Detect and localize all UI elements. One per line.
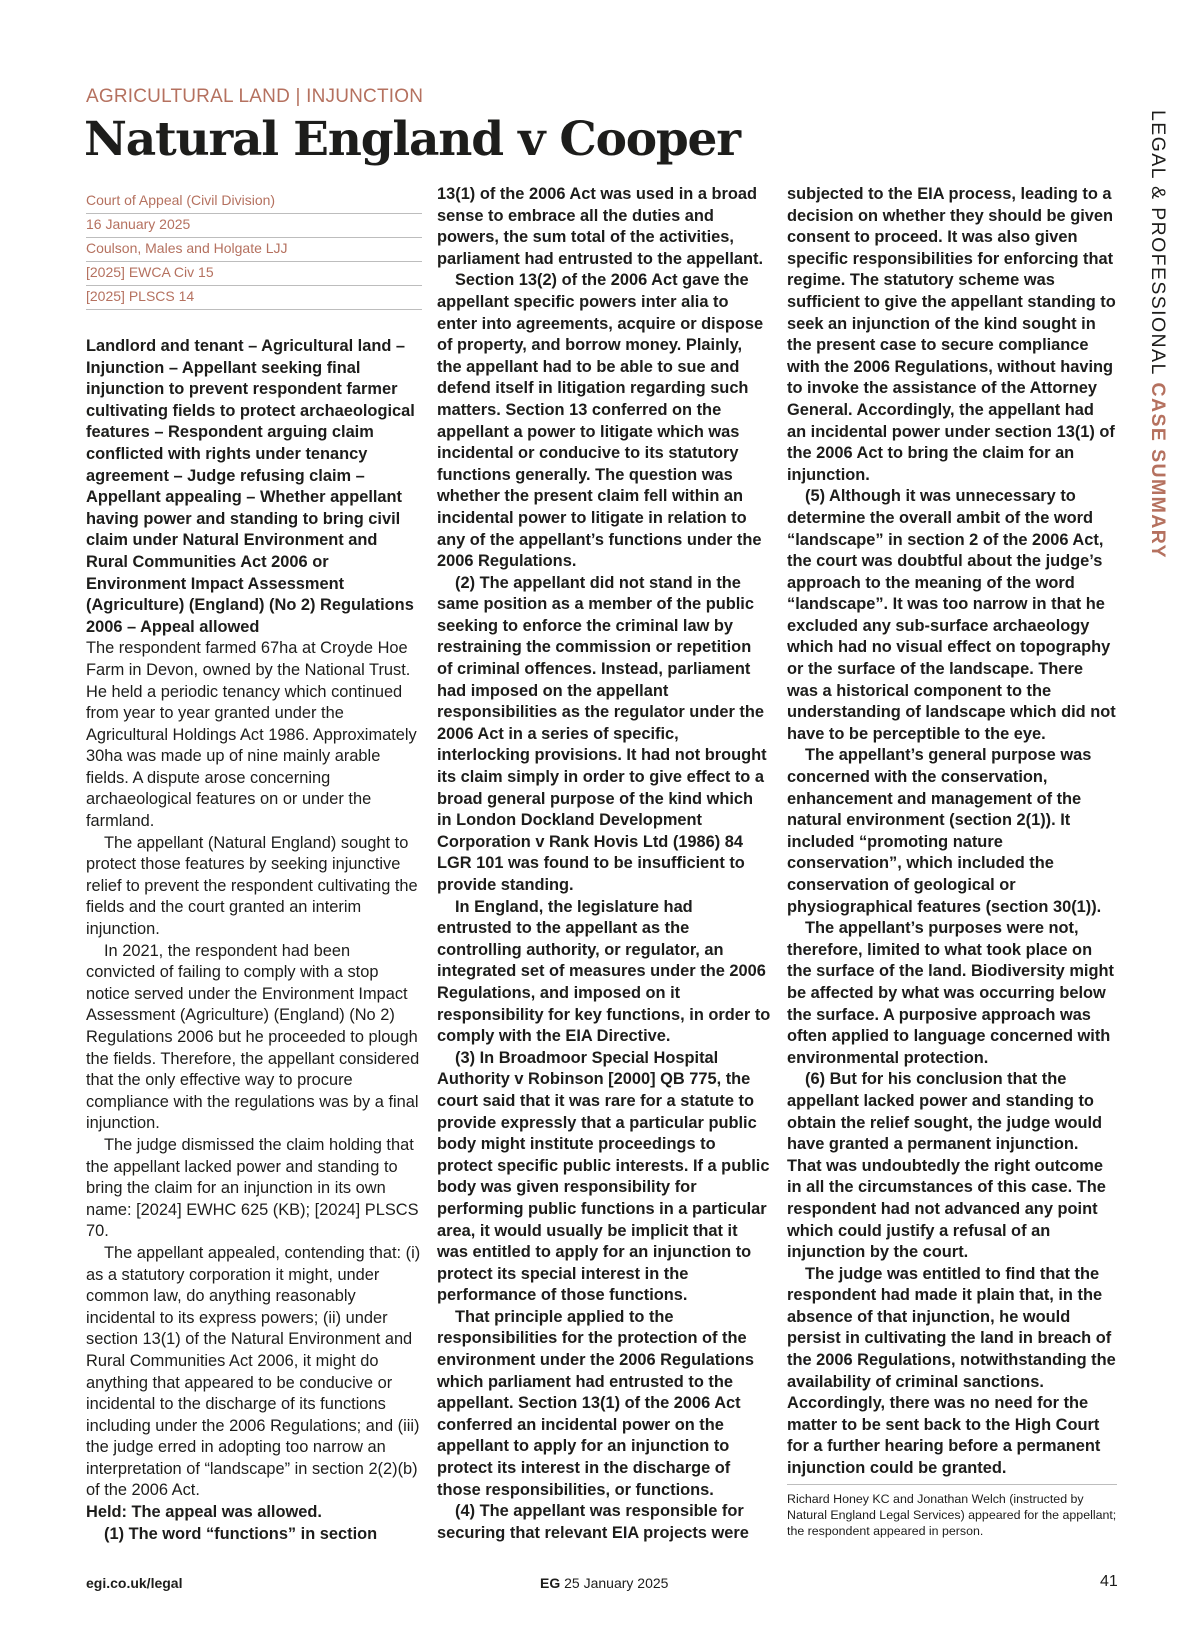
side-label-accent: CASE SUMMARY — [1147, 382, 1169, 559]
paragraph: In England, the legislature had entrusted to the appellant as the controlling authority, or regulator, an integrated set of measures under the 2006 Regulations, and imposed on it responsibility for key functions, in order to comply with the EIA Directive. — [437, 897, 771, 1046]
page-title: Natural England v Cooper — [84, 112, 740, 167]
column-3 — [787, 184, 1117, 1480]
meta-plscs: [2025] PLSCS 14 — [86, 286, 422, 310]
paragraph: (6) But for his conclusion that the appellant lacked power and standing to obtain the relief sought, the judge would have granted a permanent injunction. That was undoubtedly the right outcome in all the circumstances of this case. The respondent had not advanced any point which could justify a refusal of an injunction by the court. — [787, 1070, 1106, 1262]
side-label — [1146, 110, 1169, 559]
counsel-credit: Richard Honey KC and Jonathan Welch (instructed by Natural England Legal Services) appeared for the appellant; the respondent appeared in person. — [787, 1484, 1117, 1539]
case-meta — [86, 190, 422, 310]
column-1 — [86, 336, 422, 1545]
headnote: Landlord and tenant – Agricultural land – Injunction – Appellant seeking final injunction to prevent respondent farmer cultivating fields to protect archaeological features – Respondent arguing claim conflicted with rights under tenancy agreement – Judge refusing claim – Appellant appealing – Whether appellant having power and standing to bring civil claim under Natural Environment and Rural Communities Act 2006 or Environment Impact Assessment (Agriculture) (England) (No 2) Regulations 2006 – Appeal allowed — [86, 337, 415, 636]
held-line: Held: The appeal was allowed. — [86, 1503, 322, 1522]
paragraph: That principle applied to the responsibilities for the protection of the environment under the 2006 Regulations which parliament had entrusted to the appellant. Section 13(1) of the 2006 Act conferred an incidental power on the appellant to apply for an injunction to protect its interest in the discharge of those responsibilities, or functions. — [437, 1307, 754, 1499]
paragraph: The judge was entitled to find that the respondent had made it plain that, in the absence of that injunction, he would persist in cultivating the land in breach of the 2006 Regulations, notwithstanding the availability of criminal sanctions. Accordingly, there was no need for the matter to be sent back to the High Court for a further hearing before a permanent injunction could be granted. — [787, 1264, 1116, 1478]
meta-citation: [2025] EWCA Civ 15 — [86, 262, 422, 286]
meta-date: 16 January 2025 — [86, 214, 422, 238]
paragraph: (4) The appellant was responsible for securing that relevant EIA projects were — [437, 1502, 749, 1542]
meta-judges: Coulson, Males and Holgate LJJ — [86, 238, 422, 262]
section-kicker — [86, 86, 423, 108]
column-2 — [437, 184, 771, 1544]
kicker-separator: | — [295, 86, 301, 107]
paragraph: The appellant’s purposes were not, therefore, limited to what took place on the surface of the land. Biodiversity might be affected by what was occurring below the surface. A purposive approach was often applied to language concerned with environmental protection. — [787, 919, 1114, 1067]
paragraph: (3) In Broadmoor Special Hospital Authority v Robinson [2000] QB 775, the court said that it was rare for a statute to provide expressly that a particular public body might institute proceedings to protect specific public interests. If a public body was given responsibility for performing public functions in a particular area, it would usually be implicit that it was entitled to apply for an injunction to protect its special interest in the performance of those functions. — [437, 1048, 770, 1305]
footer-website[interactable]: egi.co.uk/legal — [86, 1575, 183, 1591]
paragraph: The appellant (Natural England) sought to protect those features by seeking injunctive relief to prevent the respondent cultivating the fields and the court granted an interim injunction. — [86, 833, 418, 939]
paragraph: The appellant’s general purpose was concerned with the conservation, enhancement and management of the natural environment (section 2(1)). It included “promoting nature conservation”, which included the conservation of geological or physiographical features (section 30(1)). — [787, 746, 1102, 916]
meta-court: Court of Appeal (Civil Division) — [86, 190, 422, 214]
kicker-part2: INJUNCTION — [306, 86, 424, 107]
paragraph: 13(1) of the 2006 Act was used in a broad sense to embrace all the duties and powers, the sum total of the activities, parliament had entrusted to the appellant. — [437, 185, 764, 268]
paragraph: Section 13(2) of the 2006 Act gave the appellant specific powers inter alia to enter into agreements, acquire or dispose of property, and borrow money. Plainly, the appellant had to be able to sue and defend itself in litigation regarding such matters. Section 13 conferred on the appellant a power to litigate which was incidental or conducive to its statutory functions generally. The question was whether the present claim fell within an incidental power to litigate in relation to any of the appellant’s functions under the 2006 Regulations. — [437, 271, 764, 571]
kicker-part1: AGRICULTURAL LAND — [86, 86, 290, 107]
footer-brand: EG — [540, 1575, 561, 1591]
footer-date: 25 January 2025 — [564, 1575, 669, 1591]
paragraph: The judge dismissed the claim holding that the appellant lacked power and standing to bring the claim for an injunction in its own name: [2024] EWHC 625 (KB); [2024] PLSCS 70. — [86, 1135, 419, 1241]
paragraph: (1) The word “functions” in section — [104, 1524, 378, 1543]
page-number: 41 — [1100, 1573, 1118, 1590]
footer-issue — [540, 1575, 668, 1591]
paragraph: In 2021, the respondent had been convicted of failing to comply with a stop notice served under the Environment Impact Assessment (Agriculture) (England) (No 2) Regulations 2006 but he proceeded to plough the fields. Therefore, the appellant considered that the only effective way to procure compliance with the regulations was by a final injunction. — [86, 941, 420, 1133]
paragraph: The appellant appealed, contending that: (i) as a statutory corporation it might, under common law, do anything reasonably incidental to its express powers; (ii) under section 13(1) of the Natural Environment and Rural Communities Act 2006, it might do anything that appeared to be conducive or incidental to the discharge of its functions including under the 2006 Regulations; and (iii) the judge erred in adopting too narrow an interpretation of “landscape” in section 2(2)(b) of the 2006 Act. — [86, 1243, 421, 1500]
paragraph: subjected to the EIA process, leading to a decision on whether they should be given consent to proceed. It was also given specific responsibilities for enforcing that regime. The statutory scheme was sufficient to give the appellant standing to seek an injunction of the kind sought in the present case to secure compliance with the 2006 Regulations, without having to invoke the assistance of the Attorney General. Accordingly, the appellant had an incidental power under section 13(1) of the 2006 Act to bring the claim for an injunction. — [787, 185, 1116, 484]
paragraph: (5) Although it was unnecessary to determine the overall ambit of the word “landscape” in section 2 of the 2006 Act, the court was doubtful about the judge’s approach to the meaning of the word “landscape”. It was too narrow in that he excluded any sub-surface archaeology which had no visual effect on topography or the surface of the landscape. There was a historical component to the understanding of landscape which did not have to be perceptible to the eye. — [787, 487, 1116, 743]
paragraph: (2) The appellant did not stand in the same position as a member of the public seeking to enforce the criminal law by restraining the commission or repetition of criminal offences. Instead, parliament had imposed on the appellant responsibilities as the regulator under the 2006 Act in a series of specific, interlocking provisions. It had not brought its claim simply in order to give effect to a broad general purpose of the kind which in London Dockland Development Corporation v Rank Hovis Ltd (1986) 84 LGR 101 was found to be insufficient to provide standing. — [437, 573, 767, 894]
paragraph: The respondent farmed 67ha at Croyde Hoe Farm in Devon, owned by the National Trust. He held a periodic tenancy which continued from year to year granted under the Agricultural Holdings Act 1986. Approximately 30ha was made up of nine mainly arable fields. A dispute arose concerning archaeological features on or under the farmland. — [86, 639, 417, 831]
side-label-main: LEGAL & PROFESSIONAL — [1147, 110, 1169, 376]
